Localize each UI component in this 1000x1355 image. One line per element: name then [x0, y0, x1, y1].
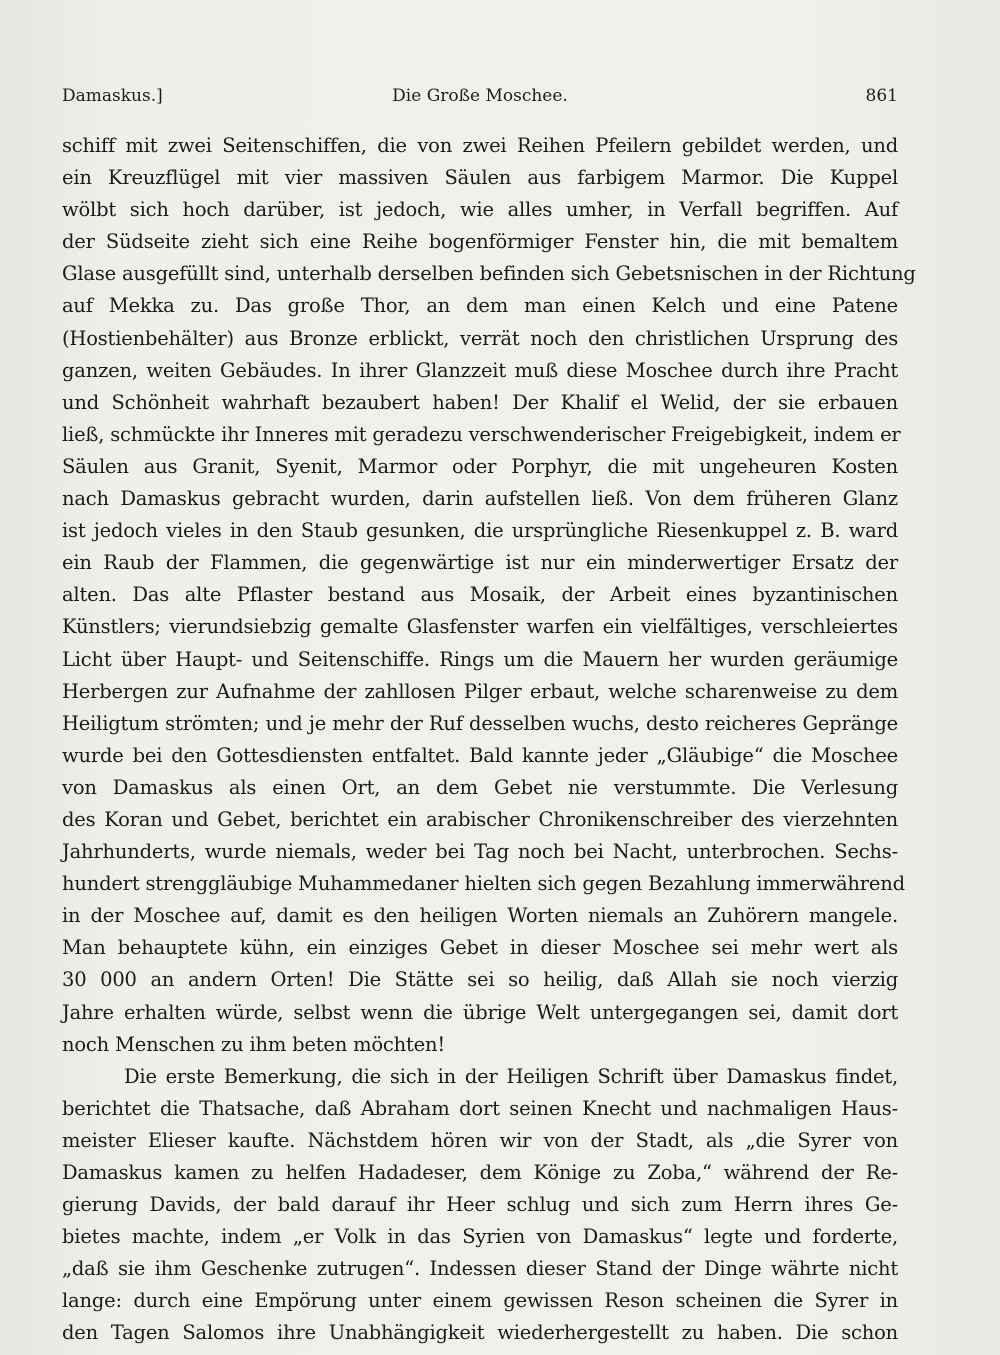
text-line: Man behauptete kühn, ein einziges Gebet in dieser Moschee sei mehr wert als	[62, 936, 898, 960]
text-line: der Südseite zieht sich eine Reihe bogenförmiger Fenster hin, die mit bemaltem	[62, 230, 898, 254]
text-line: Glase ausgefüllt sind, unterhalb derselben befinden sich Gebetsnischen in der Richtung	[62, 262, 916, 286]
header-section-label: Damaskus.]	[62, 86, 163, 106]
text-line: ließ, schmückte ihr Inneres mit geradezu verschwenderischer Freigebigkeit, indem er	[62, 422, 901, 446]
text-line: in der Moschee auf, damit es den heiligen Worten niemals an Zuhörern mangele.	[62, 904, 898, 928]
text-line: Jahre erhalten würde, selbst wenn die übrige Welt untergegangen sei, damit dort	[62, 1000, 898, 1024]
text-line: Jahrhunderts, wurde niemals, weder bei Tag noch bei Nacht, unterbrochen. Sechs-	[62, 840, 898, 864]
text-line: meister Elieser kaufte. Nächstdem hören wir von der Stadt, als „die Syrer von	[62, 1128, 898, 1152]
text-line: ein Kreuzflügel mit vier massiven Säulen aus farbigem Marmor. Die Kuppel	[62, 166, 898, 190]
text-line: bietes machte, indem „er Volk in das Syrien von Damaskus“ legte und forderte,	[62, 1225, 898, 1249]
running-head	[62, 84, 898, 108]
text-line: ein Raub der Flammen, die gegenwärtige ist nur ein minderwertiger Ersatz der	[62, 551, 898, 575]
text-line: berichtet die Thatsache, daß Abraham dort seinen Knecht und nachmaligen Haus-	[62, 1096, 898, 1120]
text-line: gierung Davids, der bald darauf ihr Heer schlug und sich zum Herrn ihres Ge-	[62, 1193, 898, 1217]
text-line: lange: durch eine Empörung unter einem gewissen Reson scheinen die Syrer in	[62, 1289, 898, 1313]
header-chapter-title: Die Große Moschee.	[392, 86, 568, 106]
text-line: den Tagen Salomos ihre Unabhängigkeit wiederhergestellt zu haben. Die schon	[62, 1321, 898, 1345]
text-line: des Koran und Gebet, berichtet ein arabischer Chronikenschreiber des vierzehnten	[62, 807, 898, 831]
paragraph-end-line: noch Menschen zu ihm beten möchten!	[62, 1032, 445, 1056]
text-line: auf Mekka zu. Das große Thor, an dem man einen Kelch und eine Patene	[62, 294, 898, 318]
text-line: Heiligtum strömten; und je mehr der Ruf desselben wuchs, desto reicheres Gepränge	[62, 711, 898, 735]
text-line: 30 000 an andern Orten! Die Stätte sei so heilig, daß Allah sie noch vierzig	[62, 968, 898, 992]
text-line: wurde bei den Gottesdiensten entfaltet. Bald kannte jeder „Gläubige“ die Moschee	[62, 743, 898, 767]
text-line: Künstlers; vierundsiebzig gemalte Glasfenster warfen ein vielfältiges, verschleiertes	[62, 615, 898, 639]
text-line: nach Damaskus gebracht wurden, darin aufstellen ließ. Von dem früheren Glanz	[62, 487, 898, 511]
page-number: 861	[865, 86, 898, 106]
text-line: ganzen, weiten Gebäudes. In ihrer Glanzzeit muß diese Moschee durch ihre Pracht	[62, 358, 898, 382]
text-line: wölbt sich hoch darüber, ist jedoch, wie alles umher, in Verfall begriffen. Auf	[62, 198, 898, 222]
text-line: (Hostienbehälter) aus Bronze erblickt, verrät noch den christlichen Ursprung des	[62, 326, 898, 350]
text-line: alten. Das alte Pflaster bestand aus Mosaik, der Arbeit eines byzantinischen	[62, 583, 898, 607]
text-line: Säulen aus Granit, Syenit, Marmor oder Porphyr, die mit ungeheuren Kosten	[62, 454, 898, 478]
text-line: Licht über Haupt- und Seitenschiffe. Rings um die Mauern her wurden geräumige	[62, 647, 898, 671]
text-line: von Damaskus als einen Ort, an dem Gebet nie verstummte. Die Verlesung	[62, 775, 898, 799]
text-line: und Schönheit wahrhaft bezaubert haben! Der Khalif el Welid, der sie erbauen	[62, 390, 898, 414]
text-line: hundert strenggläubige Muhammedaner hielten sich gegen Bezahlung immerwährend	[62, 872, 905, 896]
text-line: Damaskus kamen zu helfen Hadadeser, dem Könige zu Zoba,“ während der Re-	[62, 1161, 898, 1184]
body-text	[62, 130, 916, 1350]
paragraph-start-line: Die erste Bemerkung, die sich in der Heiligen Schrift über Damaskus findet,	[124, 1064, 898, 1088]
text-line: schiff mit zwei Seitenschiffen, die von zwei Reihen Pfeilern gebildet werden, und	[62, 134, 898, 157]
text-line: ist jedoch vieles in den Staub gesunken, die ursprüngliche Riesenkuppel z. B. ward	[62, 519, 898, 543]
text-line: Herbergen zur Aufnahme der zahllosen Pilger erbaut, welche scharenweise zu dem	[62, 679, 898, 703]
text-line: „daß sie ihm Geschenke zutrugen“. Indessen dieser Stand der Dinge währte nicht	[62, 1257, 898, 1281]
